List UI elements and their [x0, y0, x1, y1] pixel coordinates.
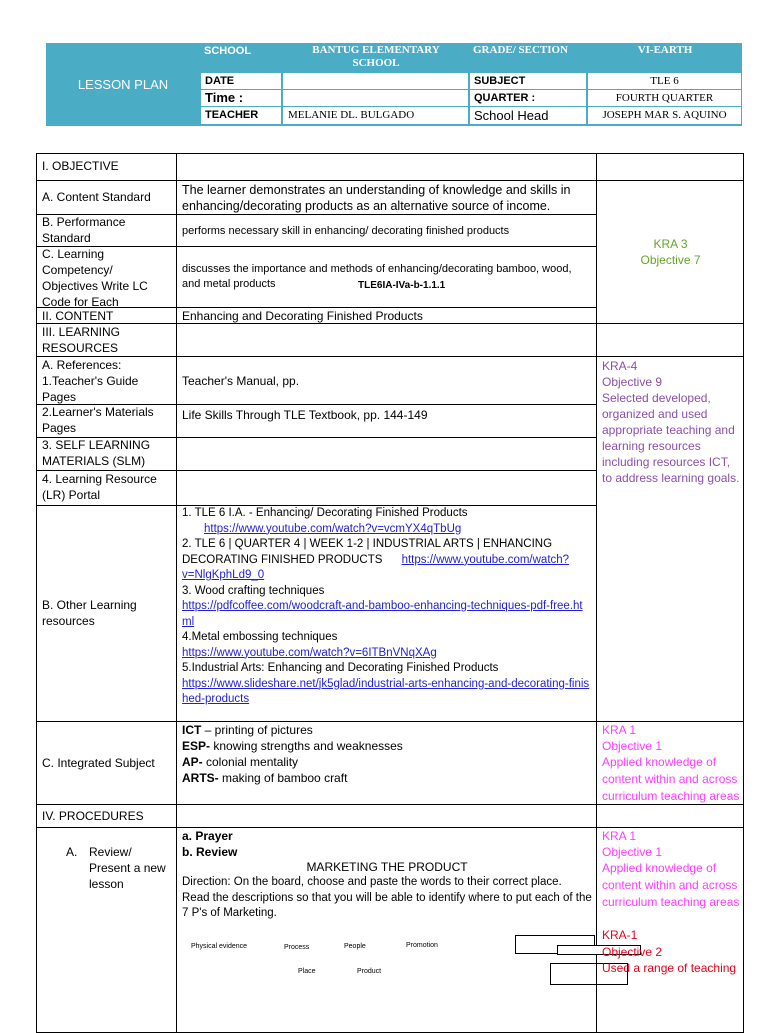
ap-key: AP-	[182, 755, 203, 769]
ict-line	[182, 722, 592, 738]
school-value: BANTUG ELEMENTARY SCHOOL	[312, 44, 440, 69]
school-head-label: School Head	[470, 107, 586, 124]
quarter-value: FOURTH QUARTER	[588, 90, 741, 106]
slm-label: 3. SELF LEARNING MATERIALS (SLM)	[42, 438, 151, 468]
content-standard-text: The learner demonstrates an understanding of knowledge and skills in enhancing/decorating products as an alternative source of income.	[182, 183, 571, 213]
procedures-label: IV. PROCEDURES	[42, 809, 144, 823]
arts-line	[182, 770, 592, 786]
objective2-label: Objective 2	[602, 945, 663, 959]
quarter-label: QUARTER :	[470, 90, 586, 106]
word-physical-evidence[interactable]: Physical evidence	[191, 943, 248, 950]
review-letter: A.	[66, 845, 78, 859]
objective1-label: Objective 1	[602, 739, 663, 753]
kra1-label: KRA 1	[602, 829, 637, 843]
marketing-title: MARKETING THE PRODUCT	[306, 860, 468, 874]
resource-5-link[interactable]: https://www.slideshare.net/jk5glad/industrial-arts-enhancing-and-decorating-finished-products	[182, 677, 590, 705]
kra4-label: KRA-4	[602, 359, 638, 373]
objective1-text: Applied knowledge of content within and across curriculum teaching areas	[602, 861, 740, 909]
ict-text: – printing of pictures	[201, 723, 313, 737]
learners-materials-label: 2.Learner's Materials Pages	[42, 405, 154, 435]
competency-desc: discusses the importance and methods of enhancing/decorating bamboo, wood, and metal products	[182, 263, 572, 290]
time-value	[283, 90, 468, 106]
integrated-subjects	[182, 722, 592, 786]
date-value	[283, 73, 468, 89]
word-people[interactable]: People	[344, 943, 366, 950]
date-label: DATE	[201, 73, 281, 89]
objective2-text: Used a range of teaching	[602, 961, 737, 975]
lesson-plan-header	[46, 43, 742, 126]
lesson-plan-title: LESSON PLAN	[77, 77, 169, 92]
esp-key: ESP-	[182, 739, 211, 753]
school-label: SCHOOL	[204, 45, 252, 57]
teacher-value: MELANIE DL. BULGADO	[283, 107, 468, 124]
kra1-label: KRA 1	[602, 723, 637, 737]
content-text: Enhancing and Decorating Finished Products	[182, 309, 423, 323]
integrated-subject-label: C. Integrated Subject	[42, 756, 155, 770]
subject-value: TLE 6	[588, 73, 741, 89]
competency-code: TLE6IA-IVa-b-1.1.1	[358, 280, 446, 291]
kra1-red-label: KRA-1	[602, 928, 638, 942]
content-standard-label: A. Content Standard	[42, 190, 151, 204]
resource-1: 1. TLE 6 I.A. - Enhancing/ Decorating Finished Products	[182, 507, 468, 519]
word-promotion[interactable]: Promotion	[406, 942, 438, 949]
learners-materials-text: Life Skills Through TLE Textbook, pp. 144-149	[182, 408, 428, 422]
lr-portal-label: 4. Learning Resource (LR) Portal	[42, 472, 157, 502]
resource-5: 5.Industrial Arts: Enhancing and Decorating Finished Products	[182, 662, 499, 674]
resource-2	[182, 537, 592, 584]
competency-label: C. Learning Competency/ Objectives Write LC Code for Each	[42, 247, 148, 309]
esp-line	[182, 738, 592, 754]
col-divider-1	[176, 153, 177, 1033]
content-label: II. CONTENT	[42, 309, 114, 323]
word-process[interactable]: Process	[284, 944, 310, 951]
teacher-label: TEACHER	[201, 107, 281, 124]
subject-label: SUBJECT	[470, 73, 586, 89]
performance-standard-label: B. Performance Standard	[42, 215, 126, 245]
word-product[interactable]: Product	[357, 968, 382, 975]
school-head-value: JOSEPH MAR S. AQUINO	[588, 107, 741, 124]
references-text: Teacher's Manual, pp.	[182, 374, 300, 388]
grade-label: GRADE/ SECTION	[473, 44, 569, 56]
arts-text: making of bamboo craft	[218, 771, 348, 785]
objective-label: I. OBJECTIVE	[42, 159, 119, 173]
review-item: b. Review	[182, 845, 238, 859]
resource-3-link[interactable]: https://pdfcoffee.com/woodcraft-and-bamboo-enhancing-techniques-pdf-free.html	[182, 600, 583, 628]
other-resources-label: B. Other Learning resources	[42, 598, 137, 628]
resource-2-text: 2. TLE 6 | QUARTER 4 | WEEK 1-2 | INDUSTRIAL ARTS | ENHANCING DECORATING FINISHED PRODUCTS	[182, 538, 553, 566]
arts-key: ARTS-	[182, 771, 219, 785]
objective9-text: Selected developed, organized and used appropriate teaching and learning resources including resources ICT, to address learning goals.	[602, 391, 740, 485]
prayer-item: a. Prayer	[182, 829, 233, 843]
resource-1-link[interactable]: https://www.youtube.com/watch?v=vcmYX4qTbUg	[204, 522, 462, 535]
esp-text: knowing strengths and weaknesses	[210, 739, 403, 753]
objective1-label: Objective 1	[602, 845, 663, 859]
ap-line	[182, 754, 592, 770]
ict-key: ICT	[182, 723, 202, 737]
objective7-label: Objective 7	[640, 253, 701, 267]
ap-text: colonial mentality	[202, 755, 299, 769]
resource-3: 3. Wood crafting techniques	[182, 584, 325, 597]
kra3-label: KRA 3	[653, 237, 688, 251]
direction-text: Direction: On the board, choose and paste the words to their correct place. Read the descriptions so that you will be able to identify where to put each of the 7 P's of Marketing.	[182, 876, 592, 919]
performance-standard-text: performs necessary skill in enhancing/ decorating finished products	[182, 225, 510, 237]
learning-resources-label: III. LEARNING RESOURCES	[42, 325, 121, 355]
objective1-text: Applied knowledge of content within and across curriculum teaching areas	[602, 755, 740, 803]
review-label: Review/ Present a new lesson	[89, 845, 166, 891]
other-resources-list	[182, 506, 592, 708]
objective9-label: Objective 9	[602, 375, 663, 389]
time-label: Time :	[201, 90, 281, 106]
resource-4: 4.Metal embossing techniques	[182, 631, 338, 643]
col-divider-2	[596, 153, 597, 1033]
resource-2-link[interactable]: https://www.youtube.com/watch?v=NlgKphLd9_0	[182, 553, 570, 581]
row-line	[36, 180, 744, 181]
word-place[interactable]: Place	[298, 968, 316, 975]
grade-value: VI-EARTH	[637, 44, 693, 56]
references-label: A. References: 1.Teacher's Guide Pages	[42, 358, 139, 404]
resource-4-link[interactable]: https://www.youtube.com/watch?v=6ITBnVNqXAg	[182, 646, 437, 659]
